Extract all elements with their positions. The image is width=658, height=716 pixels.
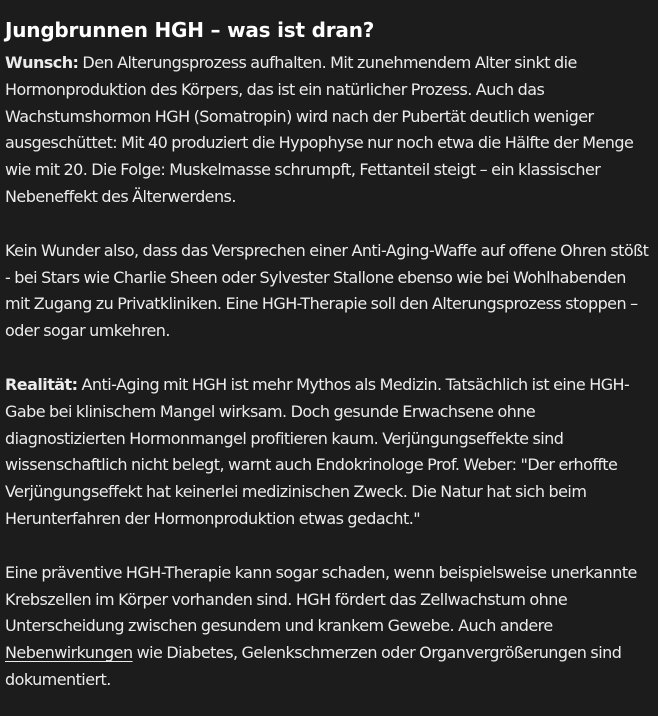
paragraph-label-realitaet: Realität:	[5, 374, 78, 394]
paragraph-text-realitaet: Anti-Aging mit HGH ist mehr Mythos als Medizin. Tatsächlich ist eine HGH-Gabe bei klinischem Mangel wirksam. Doch gesunde Erwachsene ohne diagnostizierten Hormonmangel profitieren kaum. Verjüngungseffekte sind wissenschaftlich nicht belegt, warnt auch Endokrinologe Prof. Weber: "Der erhoffte Verjüngungseffekt hat keinerlei medizinischen Zweck. Die Natur hat sich beim Herunterfahren der Hormonproduktion etwas gedacht."	[5, 374, 630, 528]
paragraph-anti-aging	[5, 238, 654, 345]
paragraph-realitaet	[5, 372, 654, 533]
paragraph-wunsch	[5, 50, 654, 211]
paragraph-text-wunsch: Den Alterungsprozess aufhalten. Mit zunehmendem Alter sinkt die Hormonproduktion des Körpers, das ist ein natürlicher Prozess. Auch das Wachstumshormon HGH (Somatropin) wird nach der Pubertät deutlich weniger ausgeschüttet: Mit 40 produziert die Hypophyse nur noch etwa die Hälfte der Menge wie mit 20. Die Folge: Muskelmasse schrumpft, Fettanteil steigt – ein klassischer Nebeneffekt des Älterwerdens.	[5, 53, 634, 206]
paragraph-text-anti-aging: Kein Wunder also, dass das Versprechen einer Anti-Aging-Waffe auf offene Ohren stößt - bei Stars wie Charlie Sheen oder Sylvester Stallone ebenso wie bei Wohlhabenden mit Zugang zu Privatkliniken. Eine HGH-Therapie soll den Alterungsprozess stoppen – oder sogar umkehren.	[5, 240, 649, 341]
nebenwirkungen-link[interactable]: Nebenwirkungen	[5, 643, 133, 663]
paragraph-risiken	[5, 560, 654, 694]
paragraph-text-risiken-start: Eine präventive HGH-Therapie kann sogar schaden, wenn beispielsweise unerkannte Krebszellen im Körper vorhanden sind. HGH fördert das Zellwachstum ohne Unterscheidung zwischen gesundem und krankem Gewebe. Auch andere	[5, 562, 637, 636]
paragraph-label-wunsch: Wunsch:	[5, 53, 79, 72]
article-title: Jungbrunnen HGH – was ist dran?	[5, 18, 375, 42]
paragraph-text-risiken-end: wie Diabetes, Gelenkschmerzen oder Organvergrößerungen sind dokumentiert.	[5, 643, 622, 689]
